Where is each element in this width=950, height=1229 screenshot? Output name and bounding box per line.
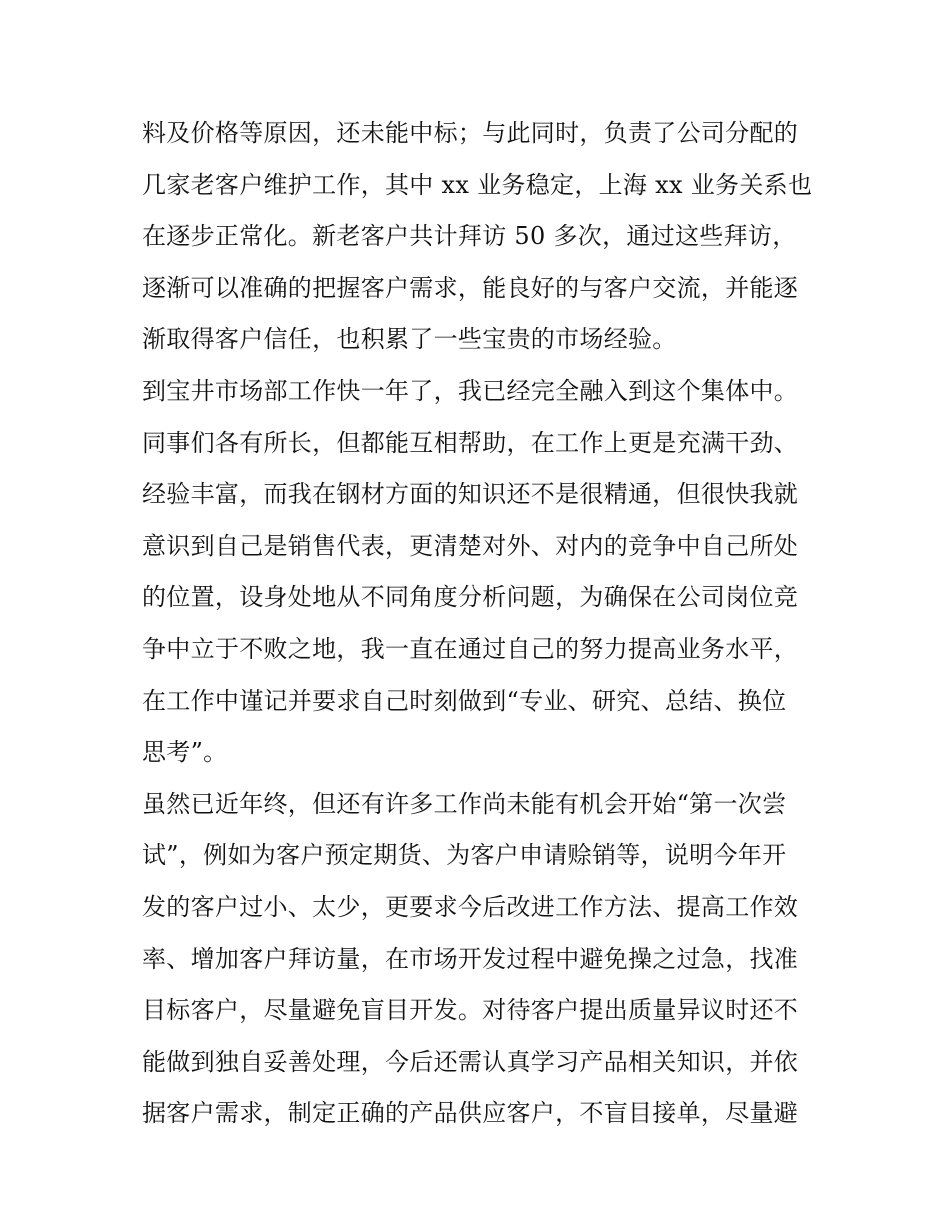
text-line: 料及价格等原因，还未能中标；与此同时，负责了公司分配的 — [142, 119, 799, 147]
text-line: 据客户需求，制定正确的产品供应客户，不盲目接单，尽量避 — [142, 1099, 799, 1128]
body-text — [142, 108, 842, 1140]
text-line: 虽然已近年终，但还有许多工作尚未能有机会开始“第一次尝 — [142, 789, 787, 818]
text-line: 意识到自己是销售代表，更清楚对外、对内的竞争中自己所处 — [142, 531, 799, 560]
text-line: 到宝井市场部工作快一年了，我已经完全融入到这个集体中。 — [142, 376, 799, 405]
text-line: 经验丰富，而我在钢材方面的知识还不是很精通，但很快我就 — [142, 480, 799, 509]
text-line: 同事们各有所长，但都能互相帮助，在工作上更是充满干劲、 — [142, 428, 799, 457]
text-line: 几家老客户维护工作，其中 xx 业务稳定，上海 xx 业务关系也 — [142, 170, 813, 199]
text-line: 逐渐可以准确的把握客户需求，能良好的与客户交流，并能逐 — [142, 273, 799, 302]
text-line: 在逐步正常化。新老客户共计拜访 50 多次，通过这些拜访， — [142, 222, 797, 251]
text-line: 的位置，设身处地从不同角度分析问题，为确保在公司岗位竞 — [142, 583, 799, 612]
text-line: 渐取得客户信任，也积累了一些宝贵的市场经验。 — [142, 325, 677, 354]
text-line: 在工作中谨记并要求自己时刻做到“专业、研究、总结、换位 — [142, 686, 787, 715]
text-line: 能做到独自妥善处理，今后还需认真学习产品相关知识，并依 — [142, 1047, 799, 1076]
text-line: 发的客户过小、太少，更要求今后改进工作方法、提高工作效 — [142, 892, 799, 921]
text-line: 争中立于不败之地，我一直在通过自己的努力提高业务水平， — [142, 634, 799, 663]
text-line: 率、增加客户拜访量，在市场开发过程中避免操之过急，找准 — [142, 944, 799, 973]
text-line: 思考”。 — [142, 738, 228, 767]
text-line: 目标客户，尽量避免盲目开发。对待客户提出质量异议时还不 — [142, 996, 799, 1025]
text-line: 试”，例如为客户预定期货、为客户申请赊销等，说明今年开 — [142, 841, 787, 870]
